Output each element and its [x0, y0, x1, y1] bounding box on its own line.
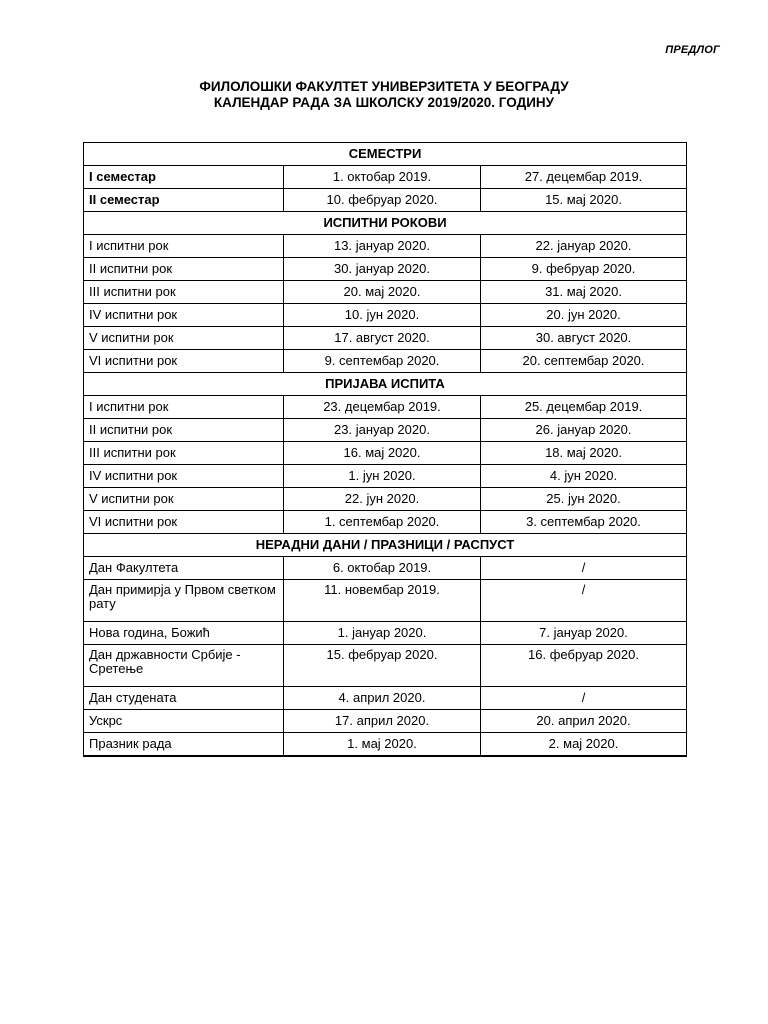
table-row	[84, 733, 687, 757]
end-date: 7. јануар 2020.	[481, 622, 687, 645]
start-date: 10. јун 2020.	[284, 304, 481, 327]
start-date: 1. септембар 2020.	[284, 511, 481, 534]
row-label: Нова година, Божић	[84, 622, 284, 645]
table-row	[84, 580, 687, 622]
table-row	[84, 327, 687, 350]
start-date: 23. децембар 2019.	[284, 396, 481, 419]
table-row	[84, 166, 687, 189]
table-row	[84, 511, 687, 534]
row-label: V испитни рок	[84, 488, 284, 511]
table-row	[84, 622, 687, 645]
start-date: 9. септембар 2020.	[284, 350, 481, 373]
end-date: 18. мај 2020.	[481, 442, 687, 465]
section-heading: ПРИЈАВА ИСПИТА	[84, 373, 687, 396]
title-line-1: ФИЛОЛОШКИ ФАКУЛТЕТ УНИВЕРЗИТЕТА У БЕОГРАДУ	[199, 79, 569, 94]
row-label: VI испитни рок	[84, 350, 284, 373]
calendar-table	[83, 142, 687, 757]
start-date: 30. јануар 2020.	[284, 258, 481, 281]
section-heading: ИСПИТНИ РОКОВИ	[84, 212, 687, 235]
table-row	[84, 465, 687, 488]
start-date: 6. октобар 2019.	[284, 557, 481, 580]
row-label: Празник рада	[84, 733, 284, 757]
section-header-exam-registration	[84, 373, 687, 396]
table-row	[84, 189, 687, 212]
end-date: 3. септембар 2020.	[481, 511, 687, 534]
row-label: Ускрс	[84, 710, 284, 733]
end-date: 16. фебруар 2020.	[481, 645, 687, 687]
row-label: Дан примирја у Првом светком рату	[84, 580, 284, 622]
row-label: II испитни рок	[84, 258, 284, 281]
end-date: 31. мај 2020.	[481, 281, 687, 304]
table-row	[84, 557, 687, 580]
end-date: /	[481, 580, 687, 622]
table-row	[84, 442, 687, 465]
table-row	[84, 396, 687, 419]
start-date: 20. мај 2020.	[284, 281, 481, 304]
row-label: Дан студената	[84, 687, 284, 710]
end-date: 20. јун 2020.	[481, 304, 687, 327]
end-date: 27. децембар 2019.	[481, 166, 687, 189]
row-label: V испитни рок	[84, 327, 284, 350]
table-row	[84, 235, 687, 258]
row-label: III испитни рок	[84, 442, 284, 465]
start-date: 17. април 2020.	[284, 710, 481, 733]
start-date: 23. јануар 2020.	[284, 419, 481, 442]
end-date: 15. мај 2020.	[481, 189, 687, 212]
row-label: VI испитни рок	[84, 511, 284, 534]
section-heading: СЕМЕСТРИ	[84, 143, 687, 166]
title-line-2: КАЛЕНДАР РАДА ЗА ШКОЛСКУ 2019/2020. ГОДИНУ	[213, 95, 555, 110]
start-date: 10. фебруар 2020.	[284, 189, 481, 212]
table-row	[84, 304, 687, 327]
end-date: 20. септембар 2020.	[481, 350, 687, 373]
start-date: 4. април 2020.	[284, 687, 481, 710]
row-label: IV испитни рок	[84, 465, 284, 488]
row-label: IV испитни рок	[84, 304, 284, 327]
end-date: 25. јун 2020.	[481, 488, 687, 511]
section-header-exam-periods	[84, 212, 687, 235]
end-date: 9. фебруар 2020.	[481, 258, 687, 281]
end-date: 20. април 2020.	[481, 710, 687, 733]
table-row	[84, 488, 687, 511]
section-header-semesters	[84, 143, 687, 166]
end-date: 22. јануар 2020.	[481, 235, 687, 258]
end-date: 30. август 2020.	[481, 327, 687, 350]
row-label: I испитни рок	[84, 396, 284, 419]
section-heading: НЕРАДНИ ДАНИ / ПРАЗНИЦИ / РАСПУСТ	[84, 534, 687, 557]
end-date: 2. мај 2020.	[481, 733, 687, 757]
end-date: 4. јун 2020.	[481, 465, 687, 488]
document-title	[0, 79, 768, 111]
row-label: Дан државности Србије - Сретење	[84, 645, 284, 687]
start-date: 11. новембар 2019.	[284, 580, 481, 622]
draft-stamp: ПРЕДЛОГ	[665, 44, 720, 56]
end-date: /	[481, 687, 687, 710]
table-row	[84, 419, 687, 442]
end-date: /	[481, 557, 687, 580]
table-row	[84, 350, 687, 373]
start-date: 1. јун 2020.	[284, 465, 481, 488]
start-date: 1. октобар 2019.	[284, 166, 481, 189]
table-row	[84, 710, 687, 733]
table-row	[84, 687, 687, 710]
end-date: 26. јануар 2020.	[481, 419, 687, 442]
start-date: 22. јун 2020.	[284, 488, 481, 511]
row-label: I семестар	[84, 166, 284, 189]
section-header-holidays	[84, 534, 687, 557]
table-row	[84, 258, 687, 281]
start-date: 15. фебруар 2020.	[284, 645, 481, 687]
row-label: II испитни рок	[84, 419, 284, 442]
table-row	[84, 281, 687, 304]
row-label: II семестар	[84, 189, 284, 212]
end-date: 25. децембар 2019.	[481, 396, 687, 419]
start-date: 13. јануар 2020.	[284, 235, 481, 258]
table-row	[84, 645, 687, 687]
start-date: 1. мај 2020.	[284, 733, 481, 757]
row-label: I испитни рок	[84, 235, 284, 258]
start-date: 1. јануар 2020.	[284, 622, 481, 645]
row-label: Дан Факултета	[84, 557, 284, 580]
start-date: 16. мај 2020.	[284, 442, 481, 465]
start-date: 17. август 2020.	[284, 327, 481, 350]
row-label: III испитни рок	[84, 281, 284, 304]
